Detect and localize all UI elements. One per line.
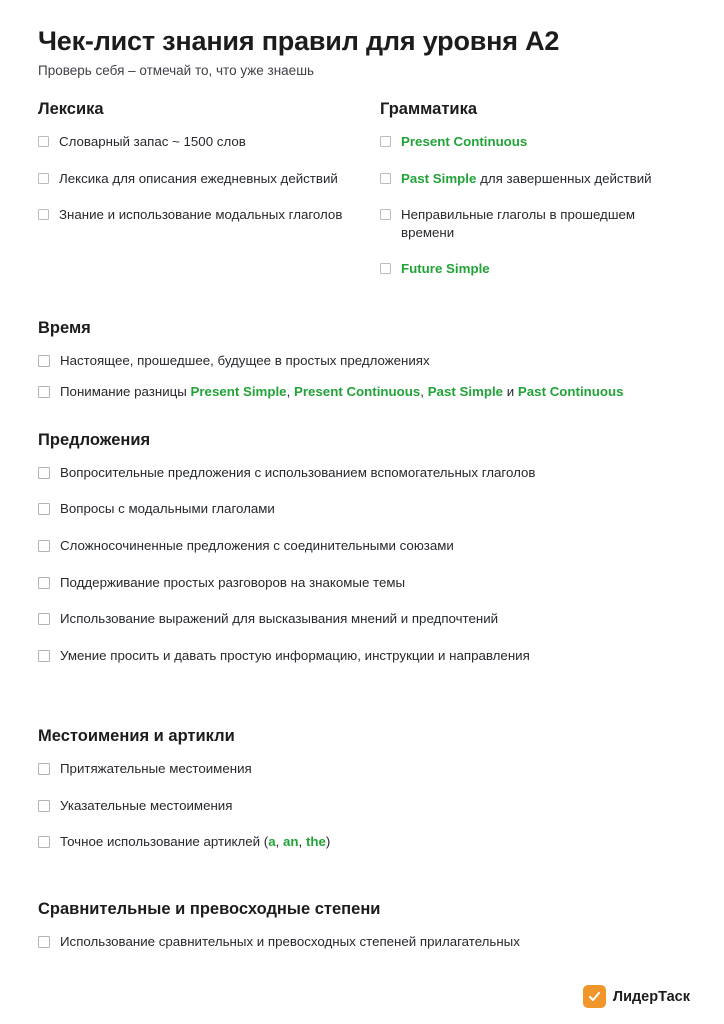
checklist-pronouns: [38, 760, 690, 851]
list-item[interactable]: [38, 574, 690, 592]
list-item[interactable]: [38, 933, 690, 951]
highlight-term: Present Continuous: [401, 134, 528, 150]
spacer: [38, 870, 690, 900]
list-item[interactable]: [38, 500, 690, 518]
checkbox-icon[interactable]: [38, 540, 50, 552]
list-item-label: Словарный запас ~ 1500 слов: [59, 134, 246, 150]
checkbox-icon[interactable]: [38, 467, 50, 479]
list-item-label: Настоящее, прошедшее, будущее в простых предложениях: [60, 352, 430, 368]
checklist-sentences: [38, 464, 690, 664]
article-the: the: [305, 834, 326, 850]
checkbox-icon[interactable]: [38, 800, 50, 812]
checklist-lexis: [38, 133, 380, 224]
highlight-term: Past Continuous: [517, 384, 624, 400]
page-subtitle: Проверь себя – отмечай то, что уже знаешь: [38, 63, 315, 79]
list-item-label: Лексика для описания ежедневных действий: [59, 170, 338, 186]
list-item[interactable]: [38, 464, 690, 482]
list-item[interactable]: [380, 133, 690, 151]
checkbox-icon[interactable]: [38, 763, 50, 775]
list-item-label: Неправильные глаголы в прошедшем времени: [401, 207, 636, 240]
checkbox-icon[interactable]: [380, 136, 391, 147]
section-heading-lexis: Лексика: [38, 100, 104, 119]
list-item[interactable]: [380, 170, 690, 188]
article-a: a: [268, 834, 276, 850]
separator: ,: [298, 834, 306, 850]
section-heading-pronouns: Местоимения и артикли: [38, 727, 235, 746]
checkbox-icon[interactable]: [380, 263, 391, 274]
checkbox-icon[interactable]: [380, 173, 391, 184]
list-item-label: [401, 170, 652, 188]
checkbox-icon[interactable]: [38, 386, 50, 398]
top-columns: [38, 100, 690, 297]
list-item[interactable]: [38, 206, 380, 224]
list-item[interactable]: [38, 383, 690, 401]
checkbox-icon[interactable]: [38, 355, 50, 367]
list-item[interactable]: [380, 206, 690, 241]
highlight-term: Past Simple: [401, 170, 477, 186]
section-heading-sentences: Предложения: [38, 430, 151, 449]
list-item-label: Поддерживание простых разговоров на знакомые темы: [60, 574, 406, 590]
section-sentences: [38, 431, 690, 664]
list-item-label: Умение просить и давать простую информацию, инструкции и направления: [60, 647, 530, 663]
separator: ,: [286, 384, 294, 400]
article-an: an: [283, 834, 299, 850]
list-item-label: Вопросительные предложения с использованием вспомогательных глаголов: [60, 464, 536, 480]
section-grammar: [380, 100, 690, 297]
list-item-label: Использование выражений для высказывания мнений и предпочтений: [60, 611, 499, 627]
list-item[interactable]: [38, 133, 380, 151]
list-item-label: Использование сравнительных и превосходных степеней прилагательных: [60, 933, 520, 949]
list-item-label: Указательные местоимения: [60, 797, 233, 813]
highlight-term: Past Simple: [427, 384, 504, 400]
section-pronouns: [38, 727, 690, 851]
spacer: [38, 415, 690, 431]
separator: ,: [275, 834, 284, 850]
checkbox-icon[interactable]: [38, 650, 50, 662]
section-comparatives: [38, 900, 690, 951]
highlight-term: Present Simple: [190, 384, 287, 400]
checklist-tense: [38, 352, 690, 401]
checkbox-icon[interactable]: [38, 136, 49, 147]
list-item[interactable]: [38, 797, 690, 815]
checkbox-icon[interactable]: [38, 577, 50, 589]
checkbox-icon[interactable]: [38, 209, 49, 220]
section-lexis: [38, 100, 380, 297]
section-heading-tense: Время: [38, 318, 91, 337]
brand-name: ЛидерТаск: [612, 988, 690, 1005]
list-item[interactable]: [38, 647, 690, 665]
spacer: [38, 303, 690, 319]
list-item-label: [60, 833, 330, 851]
checkbox-icon[interactable]: [38, 936, 50, 948]
list-item[interactable]: [38, 833, 690, 851]
list-item-label: [401, 133, 527, 151]
list-item-label: Знание и использование модальных глаголов: [59, 207, 343, 223]
list-item-suffix: для завершенных действий: [476, 170, 652, 186]
checklist-comparatives: [38, 933, 690, 951]
spacer: [38, 683, 690, 727]
checkbox-icon[interactable]: [380, 209, 391, 220]
section-tense: [38, 319, 690, 401]
text-tail: ): [325, 834, 331, 850]
list-item-label: [401, 260, 490, 278]
separator: и: [503, 384, 518, 400]
list-item[interactable]: [38, 760, 690, 778]
section-heading-grammar: Грамматика: [380, 100, 478, 119]
checklist-grammar: [380, 133, 690, 278]
page-title: Чек-лист знания правил для уровня A2: [38, 26, 560, 56]
separator: ,: [420, 384, 428, 400]
list-item[interactable]: [38, 170, 380, 188]
checkbox-icon[interactable]: [38, 613, 50, 625]
list-item-label: Вопросы с модальными глаголами: [60, 501, 275, 517]
list-item-label: Притяжательные местоимения: [60, 761, 252, 777]
checkbox-icon[interactable]: [38, 836, 50, 848]
highlight-term: Present Continuous: [293, 384, 421, 400]
list-item[interactable]: [38, 537, 690, 555]
footer-logo: [583, 985, 690, 1008]
list-item-label: Сложносочиненные предложения с соединительными союзами: [60, 537, 454, 553]
checkbox-icon[interactable]: [38, 503, 50, 515]
text-lead: Точное использование артиклей (: [60, 834, 269, 850]
list-item-label: [60, 383, 624, 401]
checkmark-square-icon: [583, 985, 606, 1008]
checkbox-icon[interactable]: [38, 173, 49, 184]
section-heading-comparatives: Сравнительные и превосходные степени: [38, 899, 381, 918]
text-lead: Понимание разницы: [60, 384, 191, 400]
list-item[interactable]: [38, 352, 690, 370]
list-item[interactable]: [38, 610, 690, 628]
list-item[interactable]: [380, 260, 690, 278]
highlight-term: Future Simple: [401, 261, 490, 277]
